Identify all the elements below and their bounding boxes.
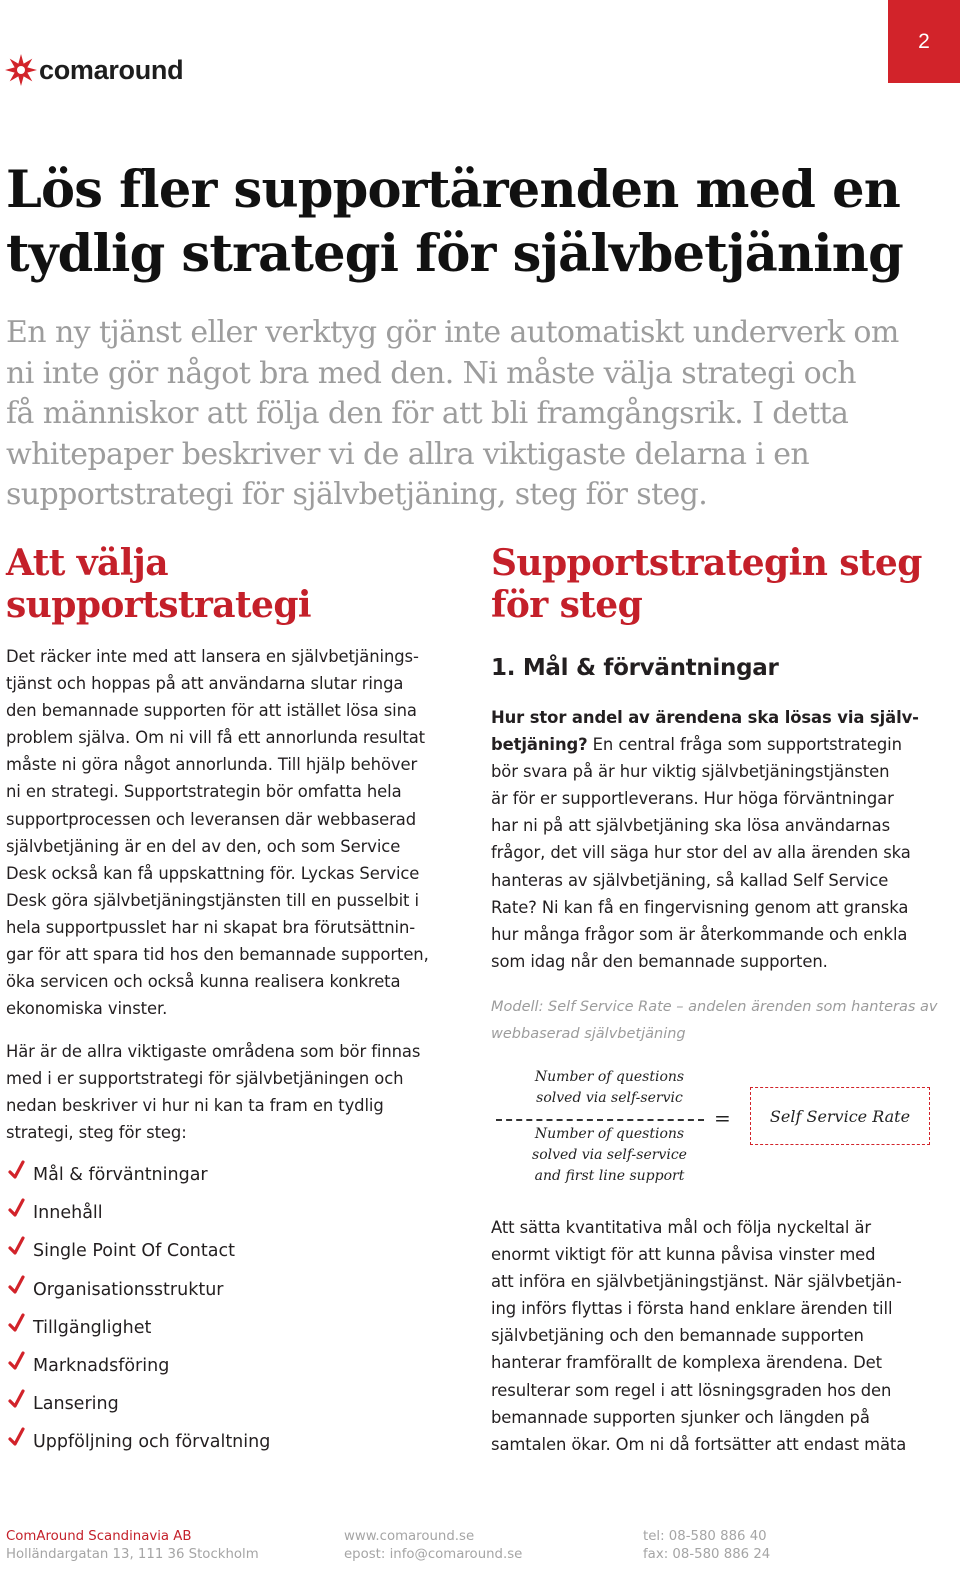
- checklist-label: Marknadsföring: [33, 1355, 170, 1376]
- formula-denominator: [527, 1124, 692, 1187]
- footer-company-block: [6, 1528, 259, 1564]
- checklist-item: [8, 1313, 270, 1351]
- text-line: Desk göra självbetjäningstjänsten till en pusselbit i: [6, 890, 419, 910]
- text-line: som idag når den bemannade supporten.: [491, 951, 828, 971]
- text-line: nedan beskriver vi hur ni kan ta fram en tydlig: [6, 1096, 384, 1116]
- caption-line: webbaserad självbetjäning: [491, 1026, 686, 1042]
- intro-paragraph: [6, 643, 472, 1022]
- text-line: hanterar framförallt de komplexa ärendena. Det: [491, 1353, 882, 1373]
- text-line: ekonomiska vinster.: [6, 999, 168, 1019]
- formula-line: Number of questions: [534, 1069, 685, 1085]
- logo-wordmark: comaround: [39, 54, 184, 85]
- lead-line: supportstrategi för självbetjäning, steg för steg.: [6, 477, 708, 513]
- footer-company: ComAround Scandinavia AB: [6, 1529, 192, 1544]
- checklist-item: [8, 1275, 270, 1313]
- checklist-item: [8, 1236, 270, 1274]
- checkmark-icon: [8, 1236, 26, 1258]
- text-line: med i er supportstrategi för självbetjäningen och: [6, 1069, 404, 1089]
- lead-line: En ny tjänst eller verktyg gör inte automatiskt underverk om: [6, 315, 899, 350]
- text-line: har ni på att självbetjäning ska lösa användarnas: [491, 816, 891, 836]
- formula-numerator: [527, 1067, 692, 1109]
- text-line: samtalen ökar. Om ni då fortsätter att endast mäta: [491, 1434, 907, 1454]
- checklist-item: [8, 1198, 270, 1236]
- text-line: bör svara på är hur viktig självbetjäningstjänsten: [491, 762, 890, 782]
- text-line: gar för att spara tid hos den bemannade supporten,: [6, 945, 429, 965]
- checkmark-icon: [8, 1313, 26, 1335]
- areas-intro-paragraph: [6, 1038, 472, 1146]
- lead-line: whitepaper beskriver vi de allra viktigaste delarna i en: [6, 436, 810, 472]
- footer-phone-block: [643, 1528, 770, 1564]
- heading-line: Att välja: [6, 542, 168, 584]
- checklist-item: [8, 1427, 270, 1465]
- checkmark-icon: [8, 1427, 26, 1449]
- text-line: måste ni göra något annorlunda. Till hjälp behöver: [6, 755, 418, 775]
- text-line: att införa en självbetjäningstjänst. När självbetjän-: [491, 1272, 902, 1292]
- formula-result-box: [750, 1087, 930, 1145]
- lead-line: få människor att följa den för att bli framgångsrik. I detta: [6, 396, 849, 432]
- title-line: Lös fler supportärenden med en: [6, 160, 901, 220]
- checklist-label: Organisationsstruktur: [33, 1279, 224, 1300]
- text-line: supportprocessen och leveransen där webbaserad: [6, 809, 416, 829]
- text-line: Desk också kan få uppskattning för. Lyckas Service: [6, 863, 420, 883]
- formula-line: and first line support: [534, 1168, 685, 1184]
- footer-tel: tel: 08-580 886 40: [643, 1529, 767, 1544]
- page-number-badge: [888, 0, 960, 83]
- formula-line: solved via self-service: [532, 1147, 687, 1163]
- footer-email-link[interactable]: epost: info@comaround.se: [344, 1547, 523, 1562]
- text-line: [491, 704, 951, 731]
- text-line: är för er supportleverans. Hur höga förväntningar: [491, 789, 894, 809]
- text-line: Det räcker inte med att lansera en självbetjänings-: [6, 647, 419, 666]
- formula-line: Number of questions: [534, 1126, 685, 1142]
- self-service-rate-formula: [492, 1062, 942, 1197]
- text-line: frågor, det vill säga hur stor del av alla ärenden ska: [491, 843, 911, 863]
- checkmark-icon: [8, 1160, 26, 1182]
- formula-result: Self Service Rate: [769, 1106, 911, 1126]
- text-line: Att sätta kvantitativa mål och följa nyckeltal är: [491, 1218, 872, 1237]
- text-line: öka servicen och också kunna realisera konkreta: [6, 972, 401, 992]
- text-line: problem själva. Om ni vill få ett annorlunda resultat: [6, 728, 425, 748]
- text-line: ing införs flyttas i första hand enklare ärenden till: [491, 1299, 893, 1319]
- text-line: den bemannade supporten för att istället lösa sina: [6, 701, 417, 721]
- title-line: tydlig strategi för självbetjäning: [6, 224, 903, 284]
- text-line: Rate? Ni kan få en fingervisning genom att granska: [491, 897, 909, 917]
- heading-line: för steg: [491, 584, 643, 626]
- checklist-label: Uppföljning och förvaltning: [33, 1432, 271, 1453]
- checklist-label: Mål & förväntningar: [33, 1165, 208, 1185]
- text-fragment: En central fråga som supportstrategin: [587, 735, 902, 755]
- text-line: strategi, steg för steg:: [6, 1123, 187, 1143]
- page-title: [6, 158, 956, 286]
- goals-paragraph: [491, 704, 951, 975]
- text-line: [491, 731, 951, 758]
- formula-line: solved via self-servic: [536, 1090, 683, 1106]
- text-line: självbetjäning och den bemannade supporten: [491, 1326, 864, 1346]
- text-line: självbetjäning är en del av den, och som Service: [6, 836, 401, 856]
- text-line: hela supportpusslet har ni skapat bra förutsättnin-: [6, 917, 416, 937]
- checklist-label: Single Point Of Contact: [33, 1241, 235, 1262]
- heading-line: Supportstrategin steg: [491, 542, 922, 584]
- equals-sign: =: [714, 1106, 731, 1130]
- text-line: enormt viktigt för att kunna påvisa vinster med: [491, 1245, 876, 1265]
- page-number: 2: [918, 29, 930, 53]
- bold-question: Hur stor andel av ärendena ska lösas via själv-: [491, 708, 919, 727]
- footer-address: Holländargatan 13, 111 36 Stockholm: [6, 1547, 259, 1562]
- section-heading-steg-for-steg: [491, 542, 951, 626]
- checklist-item: [8, 1160, 270, 1198]
- text-line: ni en strategi. Supportstrategin bör omfatta hela: [6, 782, 402, 802]
- text-line: tjänst och hoppas på att användarna slutar ringa: [6, 674, 404, 694]
- checkmark-icon: [8, 1198, 26, 1220]
- checklist-label: Innehåll: [33, 1203, 103, 1224]
- text-line: bemannade supporten sjunker och längden på: [491, 1407, 870, 1427]
- comaround-star-icon: [5, 52, 37, 88]
- section-heading-supportstrategi: [6, 542, 466, 626]
- footer-web-block: [344, 1528, 522, 1564]
- text-line: hur många frågor som är återkommande och enkla: [491, 924, 908, 944]
- checklist-item: [8, 1351, 270, 1389]
- text-line: Här är de allra viktigaste områdena som bör finnas: [6, 1042, 421, 1061]
- comaround-logo[interactable]: [5, 52, 183, 88]
- bold-question: betjäning?: [491, 735, 588, 755]
- checkmark-icon: [8, 1351, 26, 1373]
- kpi-paragraph: [491, 1214, 953, 1458]
- model-caption: [491, 994, 951, 1048]
- checklist-label: Tillgänglighet: [33, 1317, 152, 1338]
- text-line: resulterar som regel i att lösningsgraden hos den: [491, 1380, 892, 1400]
- step-subheading: 1. Mål & förväntningar: [491, 655, 779, 681]
- strategy-checklist: [8, 1160, 270, 1466]
- footer-fax: fax: 08-580 886 24: [643, 1547, 771, 1562]
- checkmark-icon: [8, 1389, 26, 1411]
- checkmark-icon: [8, 1275, 26, 1297]
- caption-line: Modell: Self Service Rate – andelen ärenden som hanteras av: [491, 999, 938, 1015]
- footer-web-link[interactable]: www.comaround.se: [344, 1529, 475, 1544]
- fraction-divider: [496, 1119, 704, 1121]
- lead-line: ni inte gör något bra med den. Ni måste välja strategi och: [6, 355, 856, 391]
- checklist-label: Lansering: [33, 1394, 119, 1415]
- text-line: hanteras av självbetjäning, så kallad Self Service: [491, 870, 889, 890]
- heading-line: supportstrategi: [6, 584, 311, 626]
- checklist-item: [8, 1389, 270, 1427]
- lead-paragraph: [6, 313, 956, 516]
